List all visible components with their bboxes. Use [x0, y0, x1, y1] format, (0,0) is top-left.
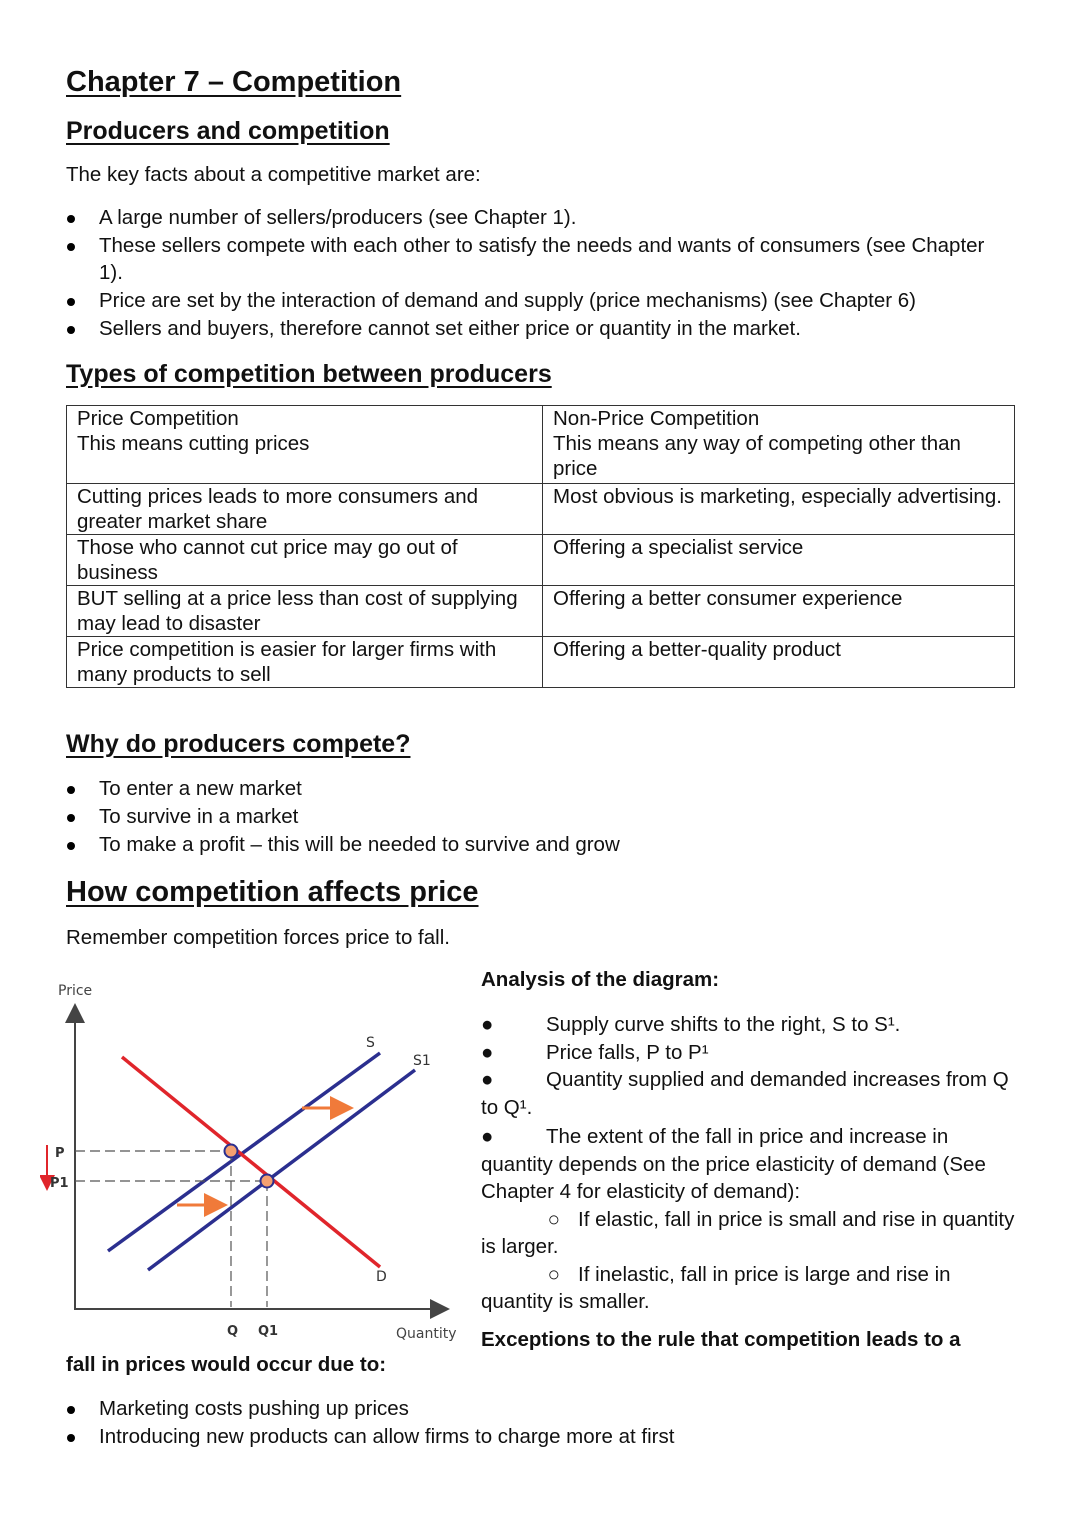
- analysis-point: ● Quantity supplied and demanded increases from Q to Q¹.: [481, 1068, 1009, 1119]
- supply-demand-diagram: [40, 975, 460, 1355]
- table-cell: Offering a specialist service: [543, 535, 1015, 586]
- y-tick-label: P: [55, 1146, 65, 1161]
- table-cell: Offering a better consumer experience: [543, 586, 1015, 637]
- equilibrium-point: [261, 1175, 274, 1188]
- table-row: [67, 484, 1015, 535]
- series-label-d: D: [376, 1269, 387, 1285]
- table-row: [67, 535, 1015, 586]
- table-row: [67, 406, 1015, 484]
- table-cell: Most obvious is marketing, especially advertising.: [543, 484, 1015, 535]
- key-facts-list: [66, 204, 986, 343]
- section-heading-producers: Producers and competition: [66, 117, 390, 145]
- list-item: To enter a new market: [66, 775, 986, 802]
- list-item: Sellers and buyers, therefore cannot set either price or quantity in the market.: [66, 315, 986, 342]
- analysis-point-text: Price falls, P to P¹: [546, 1040, 709, 1064]
- list-item: Introducing new products can allow firms to charge more at first: [66, 1423, 986, 1450]
- cell-text: Non-Price Competition This means any way of competing other than price: [553, 407, 961, 480]
- intro-text: Remember competition forces price to fall.: [66, 926, 450, 949]
- table-cell: Price competition is easier for larger firms with many products to sell: [67, 637, 543, 688]
- analysis-point-text: The extent of the fall in price and increase in quantity depends on the price elasticity of demand (See Chapter 4 for elasticity of demand):: [481, 1125, 986, 1203]
- list-item: Price are set by the interaction of demand and supply (price mechanisms) (see Chapter 6): [66, 287, 986, 314]
- table-cell: [67, 406, 543, 484]
- cell-text: Price Competition This means cutting prices: [77, 407, 310, 455]
- series-label-s: S: [366, 1035, 375, 1051]
- analysis-block: [481, 1011, 1021, 1316]
- supply-curve-s1: [148, 1070, 415, 1270]
- table-row: [67, 637, 1015, 688]
- why-compete-list: [66, 775, 986, 859]
- demand-curve-d: [122, 1057, 380, 1267]
- y-axis-label: Price: [58, 983, 93, 999]
- table-row: [67, 586, 1015, 637]
- section-heading-price: How competition affects price: [66, 876, 479, 908]
- section-heading-types: Types of competition between producers: [66, 360, 552, 388]
- list-item: To survive in a market: [66, 803, 986, 830]
- x-tick-label: Q: [227, 1324, 239, 1339]
- supply-curve-s: [108, 1053, 380, 1251]
- list-item: These sellers compete with each other to satisfy the needs and wants of consumers (see Chapter 1).: [66, 232, 986, 286]
- table-cell: Offering a better-quality product: [543, 637, 1015, 688]
- analysis-subpoint: ○ If elastic, fall in price is small and rise in quantity is larger.: [481, 1207, 1015, 1258]
- page-title: Chapter 7 – Competition: [66, 66, 402, 98]
- table-cell: Those who cannot cut price may go out of business: [67, 535, 543, 586]
- subpoint-text: If inelastic, fall in price is large and rise in quantity is smaller.: [481, 1262, 951, 1313]
- analysis-point-text: Quantity supplied and demanded increases from Q to Q¹.: [481, 1068, 1009, 1119]
- list-item: To make a profit – this will be needed to survive and grow: [66, 831, 986, 858]
- subpoint-text: If elastic, fall in price is small and rise in quantity is larger.: [481, 1207, 1015, 1258]
- x-axis-label: Quantity: [396, 1326, 457, 1342]
- y-tick-label: P1: [50, 1176, 69, 1191]
- table-cell: Cutting prices leads to more consumers and greater market share: [67, 484, 543, 535]
- analysis-point-text: Supply curve shifts to the right, S to S¹.: [546, 1013, 901, 1036]
- competition-table: [66, 405, 1015, 688]
- analysis-title: Analysis of the diagram:: [481, 968, 720, 991]
- equilibrium-point: [225, 1145, 238, 1158]
- x-tick-label: Q1: [258, 1324, 279, 1339]
- exceptions-list: [66, 1395, 986, 1451]
- series-label-s1: S1: [413, 1053, 431, 1069]
- analysis-point: ● The extent of the fall in price and increase in quantity depends on the price elasticity of demand (See Chapter 4 for elasticity of demand):: [481, 1125, 986, 1203]
- exceptions-heading-line2: fall in prices would occur due to:: [66, 1353, 387, 1376]
- analysis-point: ● Supply curve shifts to the right, S to S¹.: [481, 1011, 1021, 1039]
- analysis-point: ● Price falls, P to P¹: [481, 1039, 1021, 1067]
- exceptions-heading-line1: Exceptions to the rule that competition leads to a: [481, 1328, 961, 1351]
- section-heading-why: Why do producers compete?: [66, 730, 411, 758]
- intro-text: The key facts about a competitive market are:: [66, 163, 481, 186]
- list-item: A large number of sellers/producers (see Chapter 1).: [66, 204, 986, 231]
- analysis-subpoint: ○ If inelastic, fall in price is large and rise in quantity is smaller.: [481, 1262, 951, 1313]
- list-item: Marketing costs pushing up prices: [66, 1395, 986, 1422]
- table-cell: BUT selling at a price less than cost of supplying may lead to disaster: [67, 586, 543, 637]
- table-cell: [543, 406, 1015, 484]
